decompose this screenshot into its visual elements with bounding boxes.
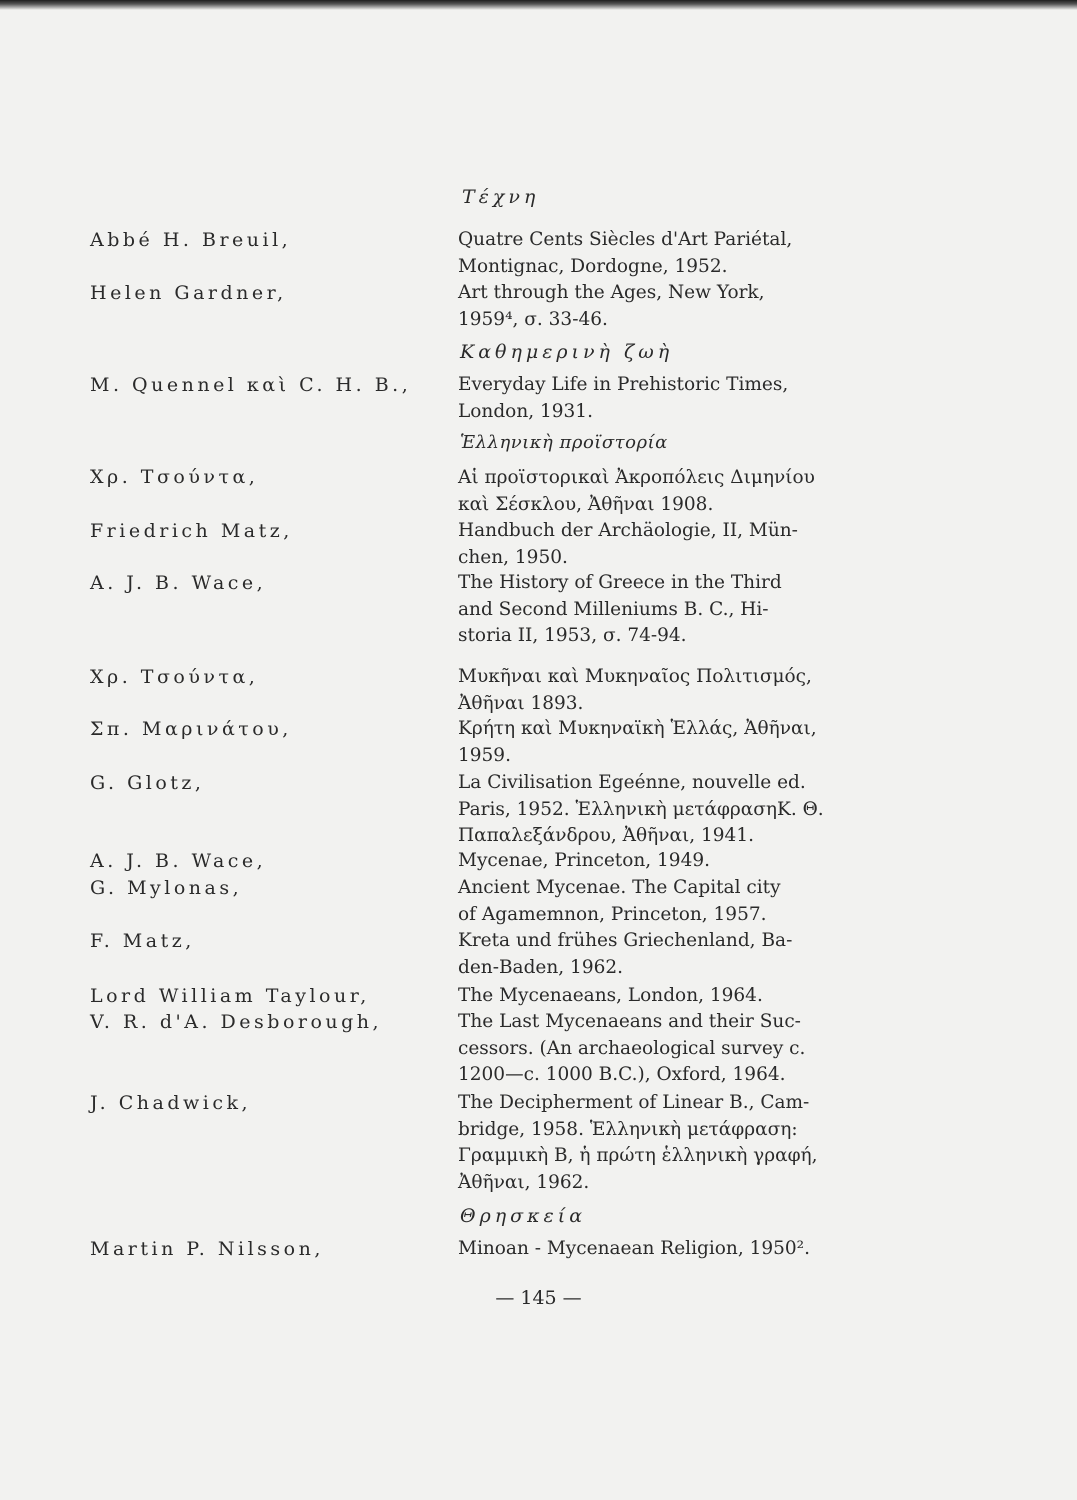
section-heading-techni: Τέχνη [462, 186, 540, 208]
entry-author: A. J. B. Wace, [90, 850, 267, 872]
entry-author: Abbé H. Breuil, [90, 229, 292, 251]
entry-author: F. Matz, [90, 930, 195, 952]
entry-work-line: Ἀθῆναι 1893. [458, 692, 584, 714]
entry-work-line: Quatre Cents Siècles d'Art Pariétal, [458, 229, 793, 250]
section-heading-elliniki-proistoria: Ἑλληνικὴ προϊστορία [460, 432, 668, 453]
entry-work-line: La Civilisation Egeénne, nouvelle ed. [458, 772, 806, 793]
entry-work [458, 716, 858, 769]
entry-work [458, 875, 858, 928]
entry-work-line: The Last Mycenaeans and their Suc- [458, 1011, 801, 1032]
entry-work-line: storia II, 1953, σ. 74-94. [458, 625, 687, 647]
entry-author: G. Glotz, [90, 772, 205, 794]
entry-work-line: 1959⁴, σ. 33-46. [458, 308, 608, 330]
entry-author: G. Mylonas, [90, 877, 243, 899]
entry-work-line: Ἀθῆναι, 1962. [458, 1171, 590, 1193]
entry-work-line: bridge, 1958. Ἑλληνικὴ μετάφραση: [458, 1118, 798, 1140]
section-heading-thriskeia: Θρησκεία [460, 1205, 587, 1227]
entry-author: A. J. B. Wace, [90, 572, 267, 594]
entry-work [458, 570, 858, 650]
entry-author: Martin P. Nilsson, [90, 1238, 324, 1260]
entry-author: Χρ. Τσούντα, [90, 666, 259, 688]
entry-work [458, 1090, 858, 1196]
entry-work [458, 928, 858, 981]
entry-author: Friedrich Matz, [90, 520, 293, 542]
entry-work-line: den-Baden, 1962. [458, 956, 624, 978]
entry-work-line: Αἱ προϊστορικαὶ Ἀκροπόλεις Διμηνίου [458, 467, 815, 488]
entry-work-line: 1200—c. 1000 B.C.), Oxford, 1964. [458, 1064, 786, 1086]
entry-work [458, 465, 858, 518]
entry-author: Χρ. Τσούντα, [90, 466, 259, 488]
entry-work [458, 664, 858, 717]
entry-work [458, 372, 858, 425]
entry-work-line: Art through the Ages, New York, [458, 282, 765, 303]
entry-work-line: Ancient Mycenae. The Capital city [458, 877, 781, 898]
entry-work-line: Everyday Life in Prehistoric Times, [458, 374, 789, 395]
entry-author: J. Chadwick, [90, 1092, 252, 1114]
entry-work [458, 280, 858, 333]
entry-work-line: Μυκῆναι καὶ Μυκηναῖος Πολιτισμός, [458, 666, 812, 687]
entry-work-line: Παπαλεξάνδρου, Ἀθῆναι, 1941. [458, 825, 754, 847]
entry-work-line: of Agamemnon, Princeton, 1957. [458, 903, 767, 925]
entry-author: M. Quennel καὶ C. H. B., [90, 374, 412, 396]
entry-work-line: καὶ Σέσκλου, Ἀθῆναι 1908. [458, 493, 714, 515]
entry-work [458, 1009, 858, 1089]
entry-author: Σπ. Μαρινάτου, [90, 718, 292, 740]
entry-work-line: chen, 1950. [458, 546, 568, 568]
entry-work-line: Paris, 1952. Ἑλληνικὴ μετάφρασηΚ. Θ. [458, 798, 824, 820]
entry-work-line: London, 1931. [458, 400, 593, 422]
entry-work-line: The Decipherment of Linear B., Cam- [458, 1092, 810, 1113]
page-number: — 145 — [495, 1287, 582, 1309]
entry-work-line: Kreta und frühes Griechenland, Ba- [458, 930, 793, 951]
entry-work-line: Minoan - Mycenaean Religion, 1950². [458, 1238, 810, 1259]
entry-work-line: Γραμμικὴ Β, ἡ πρώτη ἑλληνικὴ γραφή, [458, 1145, 818, 1167]
entry-work-line: The History of Greece in the Third [458, 572, 782, 593]
entry-work [458, 518, 858, 571]
entry-work-line: Κρήτη καὶ Μυκηναϊκὴ Ἑλλάς, Ἀθῆναι, [458, 718, 817, 739]
entry-work [458, 983, 858, 1010]
entry-work-line: and Second Milleniums B. C., Hi- [458, 598, 769, 620]
entry-work [458, 227, 858, 280]
entry-author: Helen Gardner, [90, 282, 287, 304]
entry-work [458, 848, 858, 875]
entry-work-line: cessors. (An archaeological survey c. [458, 1037, 806, 1059]
entry-work-line: Handbuch der Archäologie, II, Mün- [458, 520, 798, 541]
entry-work [458, 1236, 858, 1263]
entry-work-line: Montignac, Dordogne, 1952. [458, 255, 728, 277]
section-heading-kathimerini-zoi: Καθημερινὴ ζωὴ [460, 341, 674, 363]
entry-author: V. R. d'A. Desborough, [90, 1011, 383, 1033]
entry-author: Lord William Taylour, [90, 985, 370, 1007]
entry-work [458, 770, 858, 850]
entry-work-line: The Mycenaeans, London, 1964. [458, 985, 763, 1006]
entry-work-line: 1959. [458, 744, 511, 766]
entry-work-line: Mycenae, Princeton, 1949. [458, 850, 710, 871]
